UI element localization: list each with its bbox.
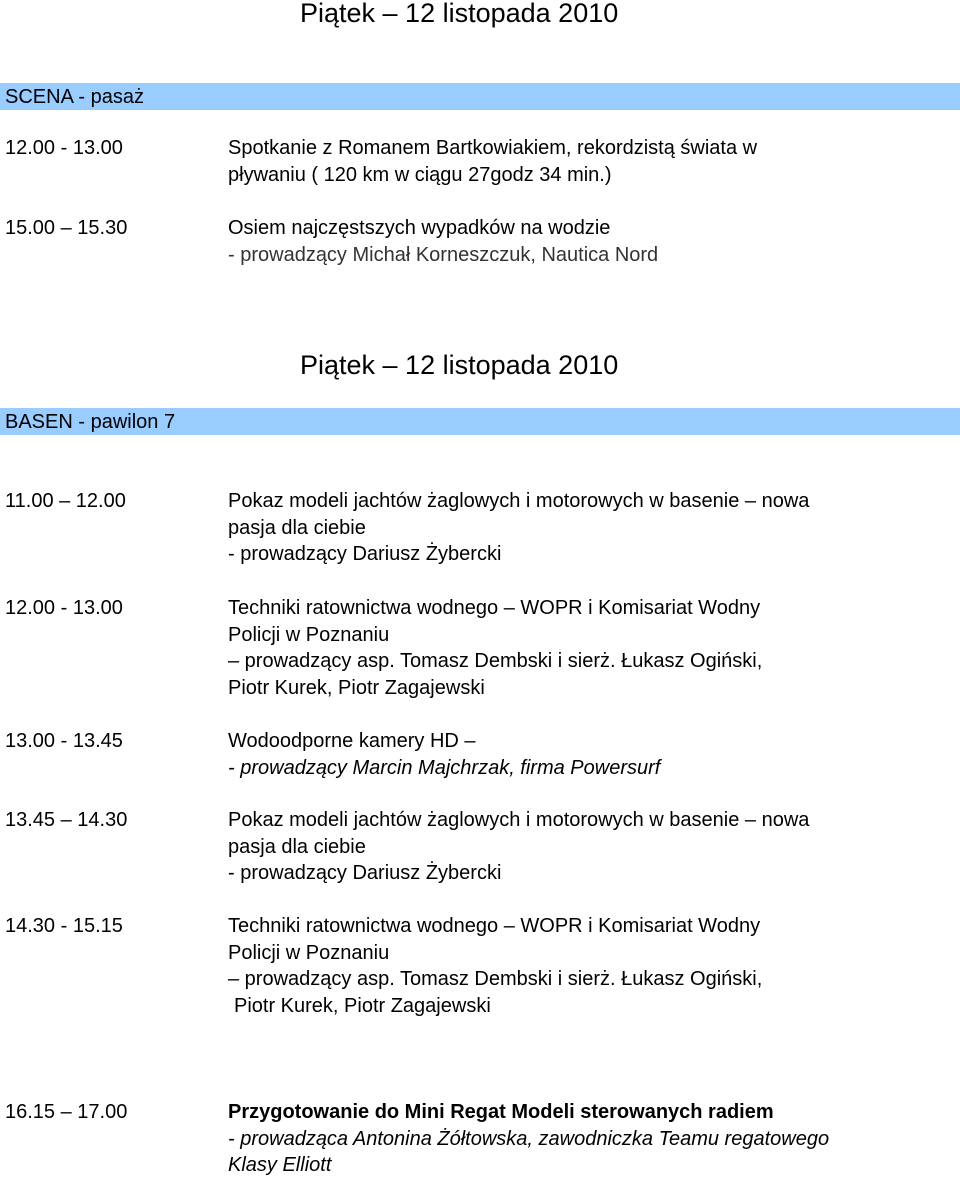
event-title: Przygotowanie do Mini Regat Modeli sterowanych radiem bbox=[228, 1101, 774, 1123]
event-description bbox=[228, 1099, 958, 1179]
event-description bbox=[228, 595, 958, 701]
event-title: Pokaz modeli jachtów żaglowych i motorowych w basenie – nowa bbox=[228, 809, 810, 831]
event-description bbox=[228, 135, 958, 188]
event-title: Spotkanie z Romanem Bartkowiakiem, rekordzistą świata w bbox=[228, 137, 758, 159]
section-header-basen bbox=[0, 408, 960, 435]
event-time: 13.45 – 14.30 bbox=[5, 809, 128, 831]
event-title: Pokaz modeli jachtów żaglowych i motorowych w basenie – nowa bbox=[228, 490, 810, 512]
event-time: 13.00 - 13.45 bbox=[5, 730, 123, 752]
event-description bbox=[228, 913, 958, 1019]
event-time: 16.15 – 17.00 bbox=[5, 1101, 128, 1123]
event-host: - prowadzący Dariusz Żybercki bbox=[228, 862, 502, 884]
event-time: 12.00 - 13.00 bbox=[5, 137, 123, 159]
event-host: – prowadzący asp. Tomasz Dembski i sierż. Łukasz Ogiński, bbox=[228, 650, 763, 672]
event-description bbox=[228, 807, 958, 887]
event-host-cont: Piotr Kurek, Piotr Zagajewski bbox=[228, 676, 485, 699]
day-title-1: Piątek – 12 listopada 2010 bbox=[300, 0, 619, 28]
day-title-2: Piątek – 12 listopada 2010 bbox=[300, 350, 619, 380]
event-title-cont: Policji w Poznaniu bbox=[228, 623, 390, 646]
event-title: Osiem najczęstszych wypadków na wodzie bbox=[228, 217, 611, 239]
section-header-scena bbox=[0, 83, 960, 110]
event-time: 14.30 - 15.15 bbox=[5, 915, 123, 937]
section-label-basen: BASEN - pawilon 7 bbox=[5, 411, 176, 433]
event-description bbox=[228, 728, 958, 781]
event-time: 15.00 – 15.30 bbox=[5, 217, 128, 239]
event-title: Wodoodporne kamery HD – bbox=[228, 730, 476, 752]
event-time: 12.00 - 13.00 bbox=[5, 597, 123, 619]
event-title: Techniki ratownictwa wodnego – WOPR i Komisariat Wodny bbox=[228, 915, 761, 937]
event-host-cont: Klasy Elliott bbox=[228, 1154, 332, 1176]
event-host: - prowadzący Marcin Majchrzak, firma Powersurf bbox=[228, 756, 661, 779]
event-title-cont: pływaniu ( 120 km w ciągu 27godz 34 min.) bbox=[228, 163, 612, 186]
event-host-cont: Piotr Kurek, Piotr Zagajewski bbox=[234, 994, 491, 1017]
event-host: – prowadzący asp. Tomasz Dembski i sierż. Łukasz Ogiński, bbox=[228, 968, 763, 990]
event-title-cont: Policji w Poznaniu bbox=[228, 941, 390, 964]
section-label-scena: SCENA - pasaż bbox=[5, 86, 144, 108]
event-title-cont: pasja dla ciebie bbox=[228, 516, 366, 539]
event-title: Techniki ratownictwa wodnego – WOPR i Komisariat Wodny bbox=[228, 597, 761, 619]
event-host: - prowadzący Michał Korneszczuk, Nautica Nord bbox=[228, 243, 659, 266]
event-host: - prowadząca Antonina Żółtowska, zawodniczka Teamu regatowego bbox=[228, 1127, 830, 1150]
event-description bbox=[228, 488, 958, 568]
event-title-cont: pasja dla ciebie bbox=[228, 835, 366, 858]
event-time: 11.00 – 12.00 bbox=[5, 490, 126, 512]
event-description bbox=[228, 215, 958, 268]
event-host: - prowadzący Dariusz Żybercki bbox=[228, 543, 502, 565]
